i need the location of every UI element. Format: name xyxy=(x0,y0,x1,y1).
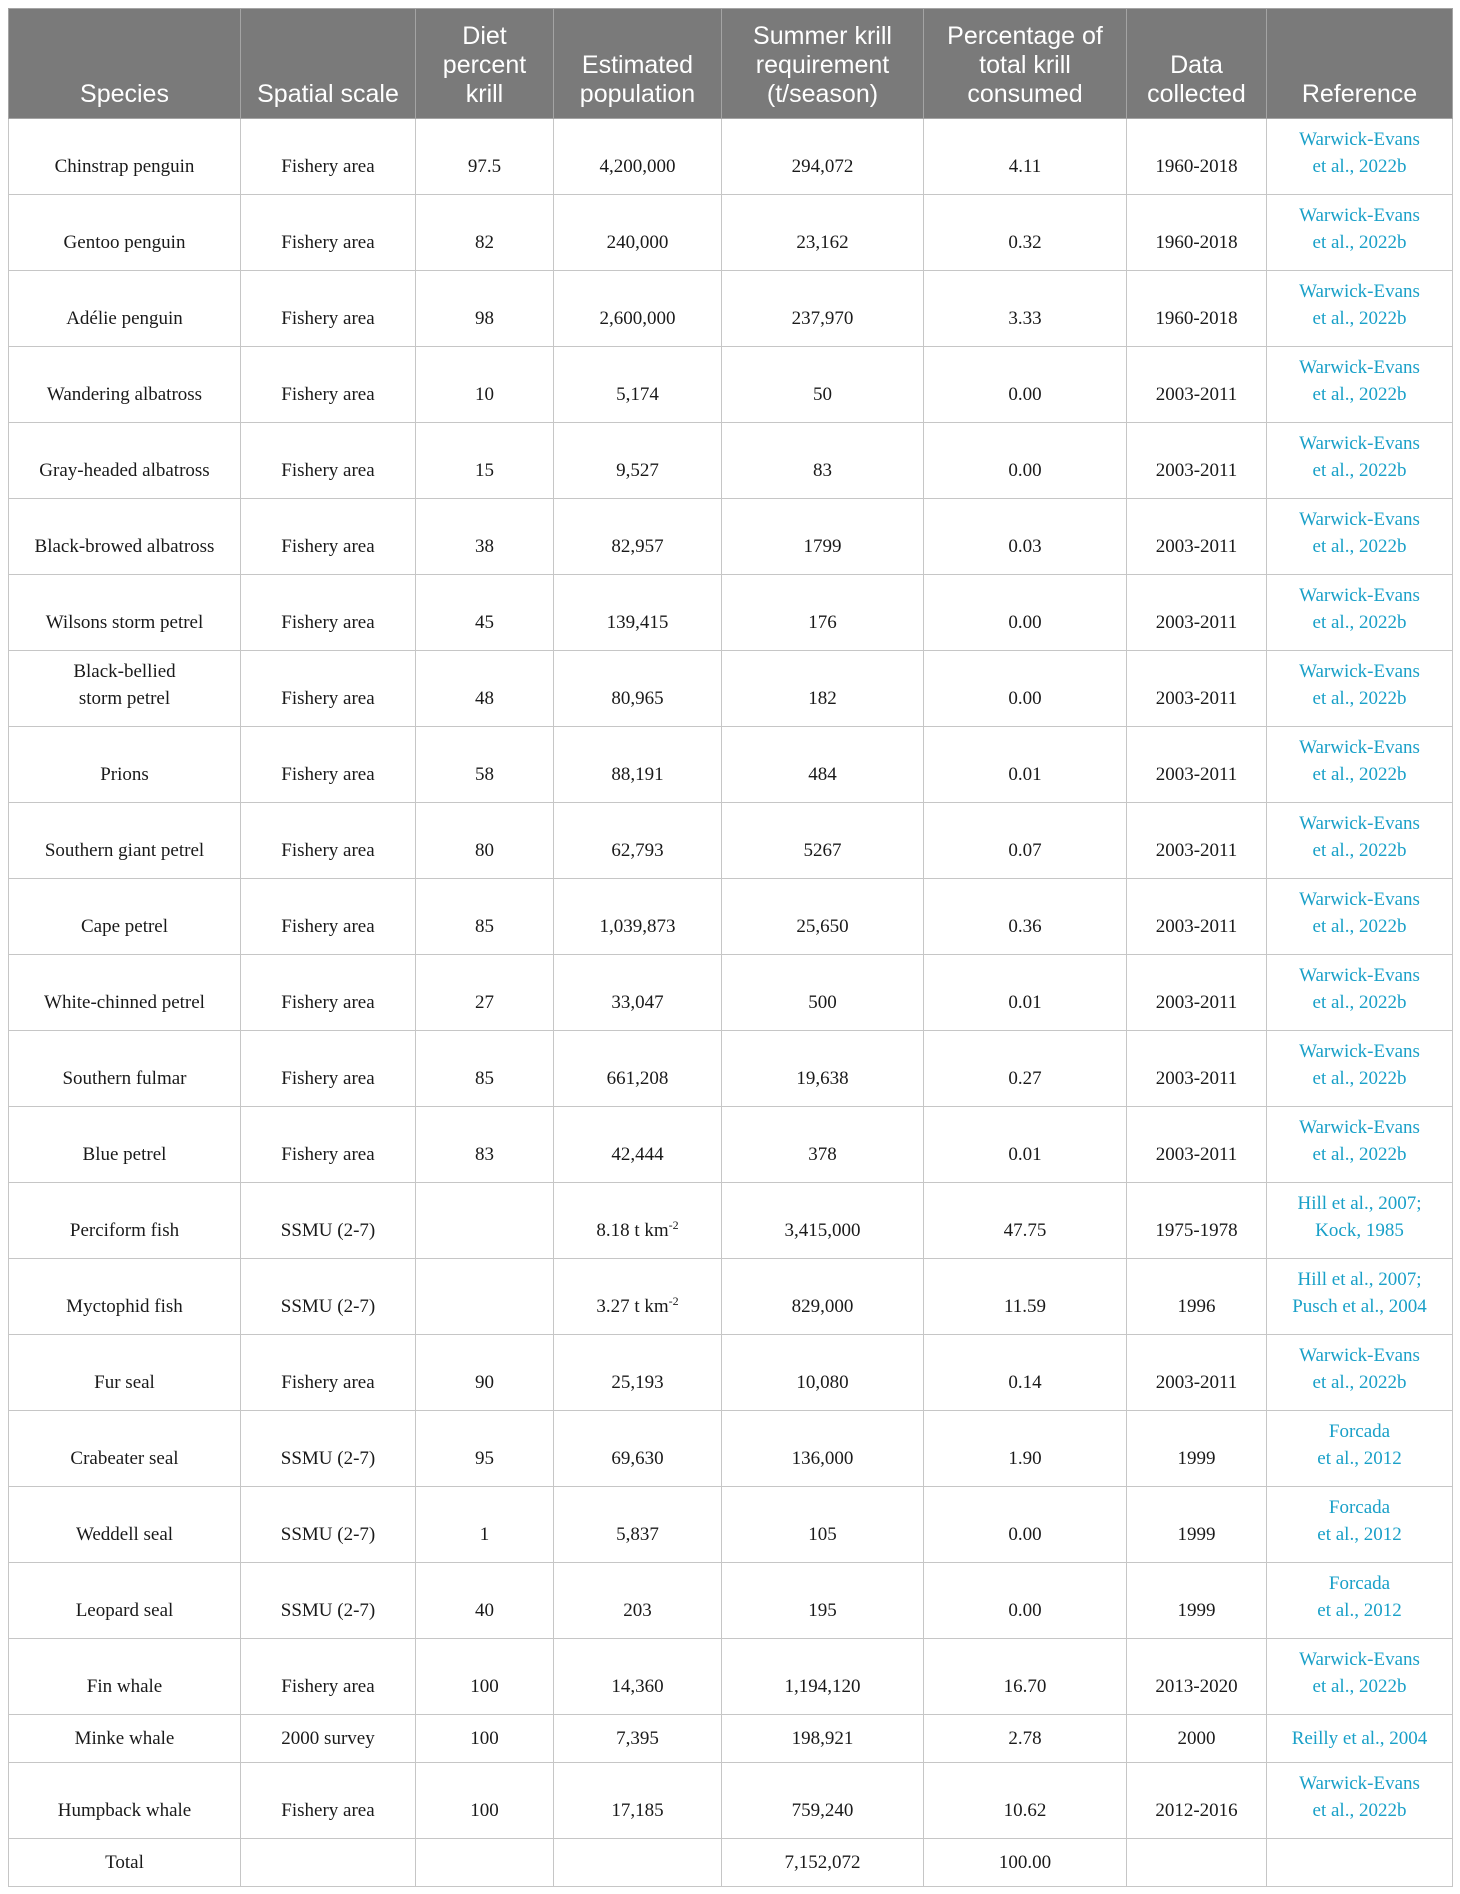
species-cell: Wandering albatross xyxy=(9,347,241,423)
reference-link[interactable]: Warwick-Evans et al., 2022b xyxy=(1267,727,1453,803)
population-cell: 69,630 xyxy=(554,1411,722,1487)
krill-requirement-cell: 10,080 xyxy=(722,1335,924,1411)
krill-requirement-cell: 19,638 xyxy=(722,1031,924,1107)
percent-consumed-cell: 0.00 xyxy=(924,1487,1127,1563)
population-cell: 25,193 xyxy=(554,1335,722,1411)
reference-link[interactable]: Warwick-Evans et al., 2022b xyxy=(1267,803,1453,879)
data-collected-cell: 2013-2020 xyxy=(1127,1639,1267,1715)
data-collected-cell: 1996 xyxy=(1127,1259,1267,1335)
species-cell: Crabeater seal xyxy=(9,1411,241,1487)
species-cell: Wilsons storm petrel xyxy=(9,575,241,651)
diet-percent-cell: 100 xyxy=(416,1639,554,1715)
table-row xyxy=(9,1715,1453,1763)
krill-requirement-cell: 136,000 xyxy=(722,1411,924,1487)
percent-consumed-cell: 0.00 xyxy=(924,575,1127,651)
species-cell: Minke whale xyxy=(9,1715,241,1763)
krill-requirement-cell: 1,194,120 xyxy=(722,1639,924,1715)
krill-requirement-cell: 198,921 xyxy=(722,1715,924,1763)
table-row xyxy=(9,727,1453,803)
data-collected-cell: 1960-2018 xyxy=(1127,119,1267,195)
population-cell: 5,174 xyxy=(554,347,722,423)
table-row xyxy=(9,347,1453,423)
data-collected-cell: 2003-2011 xyxy=(1127,879,1267,955)
table-row xyxy=(9,1335,1453,1411)
data-collected-cell: 2003-2011 xyxy=(1127,423,1267,499)
percent-consumed-cell: 0.00 xyxy=(924,347,1127,423)
header-row xyxy=(9,9,1453,119)
percent-consumed-cell: 11.59 xyxy=(924,1259,1127,1335)
spatial-scale-cell: Fishery area xyxy=(241,1107,416,1183)
data-collected-cell: 2003-2011 xyxy=(1127,499,1267,575)
data-collected-cell: 2003-2011 xyxy=(1127,1031,1267,1107)
species-cell: Prions xyxy=(9,727,241,803)
spatial-scale-cell: Fishery area xyxy=(241,651,416,727)
percent-consumed-cell: 47.75 xyxy=(924,1183,1127,1259)
reference-link[interactable]: Warwick-Evans et al., 2022b xyxy=(1267,1763,1453,1839)
species-cell: Southern giant petrel xyxy=(9,803,241,879)
krill-requirement-cell: 182 xyxy=(722,651,924,727)
reference-link[interactable]: Warwick-Evans et al., 2022b xyxy=(1267,651,1453,727)
spatial-scale-cell: Fishery area xyxy=(241,803,416,879)
krill-requirement-cell: 5267 xyxy=(722,803,924,879)
table-row xyxy=(9,119,1453,195)
table-row xyxy=(9,1763,1453,1839)
diet-percent-cell: 15 xyxy=(416,423,554,499)
spatial-scale-cell: Fishery area xyxy=(241,499,416,575)
population-cell xyxy=(554,1839,722,1887)
species-cell: Cape petrel xyxy=(9,879,241,955)
table-row xyxy=(9,195,1453,271)
diet-percent-cell: 38 xyxy=(416,499,554,575)
spatial-scale-cell: Fishery area xyxy=(241,879,416,955)
reference-link[interactable]: Reilly et al., 2004 xyxy=(1267,1715,1453,1763)
spatial-scale-cell: Fishery area xyxy=(241,119,416,195)
krill-requirement-cell: 237,970 xyxy=(722,271,924,347)
diet-percent-cell: 58 xyxy=(416,727,554,803)
population-cell: 139,415 xyxy=(554,575,722,651)
spatial-scale-cell: Fishery area xyxy=(241,955,416,1031)
data-collected-cell: 2012-2016 xyxy=(1127,1763,1267,1839)
reference-link[interactable]: Forcada et al., 2012 xyxy=(1267,1487,1453,1563)
percent-consumed-cell: 0.03 xyxy=(924,499,1127,575)
table-row xyxy=(9,1487,1453,1563)
krill-requirement-cell: 378 xyxy=(722,1107,924,1183)
krill-requirement-cell: 50 xyxy=(722,347,924,423)
population-cell: 4,200,000 xyxy=(554,119,722,195)
density-value xyxy=(596,1296,678,1317)
table-row xyxy=(9,651,1453,727)
species-cell: Gentoo penguin xyxy=(9,195,241,271)
header-summer-krill-requirement: Summer krill requirement (t/season) xyxy=(722,9,924,119)
species-cell: White-chinned petrel xyxy=(9,955,241,1031)
population-cell: 80,965 xyxy=(554,651,722,727)
data-collected-cell: 1999 xyxy=(1127,1487,1267,1563)
data-collected-cell: 1999 xyxy=(1127,1411,1267,1487)
reference-link[interactable]: Warwick-Evans et al., 2022b xyxy=(1267,879,1453,955)
krill-consumption-table xyxy=(8,8,1453,1887)
population-cell: 17,185 xyxy=(554,1763,722,1839)
spatial-scale-cell: Fishery area xyxy=(241,575,416,651)
diet-percent-cell: 90 xyxy=(416,1335,554,1411)
data-collected-cell: 2003-2011 xyxy=(1127,955,1267,1031)
header-species: Species xyxy=(9,9,241,119)
percent-consumed-cell: 10.62 xyxy=(924,1763,1127,1839)
data-collected-cell: 2000 xyxy=(1127,1715,1267,1763)
population-cell: 661,208 xyxy=(554,1031,722,1107)
species-cell: Black-bellied storm petrel xyxy=(9,651,241,727)
percent-consumed-cell: 2.78 xyxy=(924,1715,1127,1763)
diet-percent-cell: 85 xyxy=(416,879,554,955)
percent-consumed-cell: 0.01 xyxy=(924,727,1127,803)
percent-consumed-cell: 0.36 xyxy=(924,879,1127,955)
species-cell: Southern fulmar xyxy=(9,1031,241,1107)
krill-requirement-cell: 3,415,000 xyxy=(722,1183,924,1259)
reference-link[interactable]: Hill et al., 2007; Pusch et al., 2004 xyxy=(1267,1259,1453,1335)
data-collected-cell: 2003-2011 xyxy=(1127,727,1267,803)
table-row xyxy=(9,1031,1453,1107)
data-collected-cell: 2003-2011 xyxy=(1127,1335,1267,1411)
population-cell: 203 xyxy=(554,1563,722,1639)
krill-requirement-cell: 23,162 xyxy=(722,195,924,271)
population-cell: 5,837 xyxy=(554,1487,722,1563)
population-cell: 62,793 xyxy=(554,803,722,879)
percent-consumed-cell: 0.14 xyxy=(924,1335,1127,1411)
percent-consumed-cell: 100.00 xyxy=(924,1839,1127,1887)
diet-percent-cell: 83 xyxy=(416,1107,554,1183)
data-collected-cell: 2003-2011 xyxy=(1127,803,1267,879)
reference-link[interactable]: Warwick-Evans et al., 2022b xyxy=(1267,1031,1453,1107)
population-cell xyxy=(554,1183,722,1259)
population-cell: 7,395 xyxy=(554,1715,722,1763)
krill-requirement-cell: 7,152,072 xyxy=(722,1839,924,1887)
krill-requirement-cell: 25,650 xyxy=(722,879,924,955)
spatial-scale-cell: Fishery area xyxy=(241,195,416,271)
total-row xyxy=(9,1839,1453,1887)
spatial-scale-cell: 2000 survey xyxy=(241,1715,416,1763)
data-collected-cell: 2003-2011 xyxy=(1127,347,1267,423)
diet-percent-cell: 97.5 xyxy=(416,119,554,195)
species-cell: Leopard seal xyxy=(9,1563,241,1639)
header-spatial-scale: Spatial scale xyxy=(241,9,416,119)
diet-percent-cell: 100 xyxy=(416,1715,554,1763)
population-cell: 42,444 xyxy=(554,1107,722,1183)
data-collected-cell: 1975-1978 xyxy=(1127,1183,1267,1259)
reference-link[interactable]: Forcada et al., 2012 xyxy=(1267,1563,1453,1639)
species-cell: Fur seal xyxy=(9,1335,241,1411)
data-collected-cell: 1999 xyxy=(1127,1563,1267,1639)
reference-link[interactable]: Warwick-Evans et al., 2022b xyxy=(1267,423,1453,499)
percent-consumed-cell: 0.01 xyxy=(924,955,1127,1031)
data-collected-cell: 2003-2011 xyxy=(1127,1107,1267,1183)
reference-link[interactable]: Warwick-Evans et al., 2022b xyxy=(1267,1335,1453,1411)
diet-percent-cell xyxy=(416,1839,554,1887)
diet-percent-cell: 85 xyxy=(416,1031,554,1107)
table-body xyxy=(9,119,1453,1887)
spatial-scale-cell: Fishery area xyxy=(241,423,416,499)
diet-percent-cell: 45 xyxy=(416,575,554,651)
reference-link[interactable]: Warwick-Evans et al., 2022b xyxy=(1267,195,1453,271)
table-row xyxy=(9,1563,1453,1639)
spatial-scale-cell: SSMU (2-7) xyxy=(241,1487,416,1563)
reference-link xyxy=(1267,1839,1453,1887)
percent-consumed-cell: 0.00 xyxy=(924,1563,1127,1639)
species-cell: Chinstrap penguin xyxy=(9,119,241,195)
data-collected-cell xyxy=(1127,1839,1267,1887)
header-estimated-population: Estimated population xyxy=(554,9,722,119)
krill-requirement-cell: 176 xyxy=(722,575,924,651)
diet-percent-cell: 100 xyxy=(416,1763,554,1839)
diet-percent-cell: 10 xyxy=(416,347,554,423)
table-row xyxy=(9,1639,1453,1715)
diet-percent-cell: 98 xyxy=(416,271,554,347)
percent-consumed-cell: 0.27 xyxy=(924,1031,1127,1107)
table-row xyxy=(9,423,1453,499)
density-base: 8.18 t km xyxy=(596,1220,669,1241)
percent-consumed-cell: 0.00 xyxy=(924,651,1127,727)
density-base: 3.27 t km xyxy=(596,1296,669,1317)
reference-link[interactable]: Warwick-Evans et al., 2022b xyxy=(1267,1107,1453,1183)
species-cell: Gray-headed albatross xyxy=(9,423,241,499)
diet-percent-cell xyxy=(416,1259,554,1335)
table-row xyxy=(9,1183,1453,1259)
table-row xyxy=(9,879,1453,955)
diet-percent-cell: 40 xyxy=(416,1563,554,1639)
reference-link[interactable]: Hill et al., 2007; Kock, 1985 xyxy=(1267,1183,1453,1259)
reference-link[interactable]: Warwick-Evans et al., 2022b xyxy=(1267,575,1453,651)
diet-percent-cell xyxy=(416,1183,554,1259)
species-cell: Total xyxy=(9,1839,241,1887)
percent-consumed-cell: 1.90 xyxy=(924,1411,1127,1487)
spatial-scale-cell: SSMU (2-7) xyxy=(241,1563,416,1639)
spatial-scale-cell: SSMU (2-7) xyxy=(241,1259,416,1335)
spatial-scale-cell: Fishery area xyxy=(241,727,416,803)
spatial-scale-cell: Fishery area xyxy=(241,1031,416,1107)
diet-percent-cell: 95 xyxy=(416,1411,554,1487)
percent-consumed-cell: 0.32 xyxy=(924,195,1127,271)
data-collected-cell: 2003-2011 xyxy=(1127,651,1267,727)
diet-percent-cell: 27 xyxy=(416,955,554,1031)
population-cell: 88,191 xyxy=(554,727,722,803)
header-diet-percent-krill: Diet percent krill xyxy=(416,9,554,119)
krill-requirement-cell: 759,240 xyxy=(722,1763,924,1839)
table-row xyxy=(9,1107,1453,1183)
population-cell xyxy=(554,1259,722,1335)
reference-link[interactable]: Warwick-Evans et al., 2022b xyxy=(1267,955,1453,1031)
reference-link[interactable]: Warwick-Evans et al., 2022b xyxy=(1267,119,1453,195)
species-cell: Fin whale xyxy=(9,1639,241,1715)
reference-link[interactable]: Forcada et al., 2012 xyxy=(1267,1411,1453,1487)
spatial-scale-cell: Fishery area xyxy=(241,271,416,347)
reference-link[interactable]: Warwick-Evans et al., 2022b xyxy=(1267,499,1453,575)
spatial-scale-cell xyxy=(241,1839,416,1887)
percent-consumed-cell: 16.70 xyxy=(924,1639,1127,1715)
table-row xyxy=(9,1411,1453,1487)
percent-consumed-cell: 0.07 xyxy=(924,803,1127,879)
diet-percent-cell: 48 xyxy=(416,651,554,727)
table-row xyxy=(9,955,1453,1031)
table-row xyxy=(9,575,1453,651)
diet-percent-cell: 1 xyxy=(416,1487,554,1563)
reference-link[interactable]: Warwick-Evans et al., 2022b xyxy=(1267,271,1453,347)
spatial-scale-cell: Fishery area xyxy=(241,347,416,423)
header-percentage-consumed: Percentage of total krill consumed xyxy=(924,9,1127,119)
percent-consumed-cell: 0.01 xyxy=(924,1107,1127,1183)
population-cell: 240,000 xyxy=(554,195,722,271)
percent-consumed-cell: 4.11 xyxy=(924,119,1127,195)
krill-requirement-cell: 105 xyxy=(722,1487,924,1563)
spatial-scale-cell: Fishery area xyxy=(241,1763,416,1839)
density-exponent: -2 xyxy=(668,1294,679,1308)
krill-requirement-cell: 500 xyxy=(722,955,924,1031)
diet-percent-cell: 82 xyxy=(416,195,554,271)
reference-link[interactable]: Warwick-Evans et al., 2022b xyxy=(1267,1639,1453,1715)
species-cell: Myctophid fish xyxy=(9,1259,241,1335)
data-collected-cell: 1960-2018 xyxy=(1127,195,1267,271)
population-cell: 9,527 xyxy=(554,423,722,499)
krill-requirement-cell: 195 xyxy=(722,1563,924,1639)
krill-requirement-cell: 829,000 xyxy=(722,1259,924,1335)
krill-requirement-cell: 1799 xyxy=(722,499,924,575)
data-collected-cell: 2003-2011 xyxy=(1127,575,1267,651)
spatial-scale-cell: SSMU (2-7) xyxy=(241,1183,416,1259)
header-reference: Reference xyxy=(1267,9,1453,119)
spatial-scale-cell: SSMU (2-7) xyxy=(241,1411,416,1487)
spatial-scale-cell: Fishery area xyxy=(241,1639,416,1715)
population-cell: 1,039,873 xyxy=(554,879,722,955)
species-cell: Perciform fish xyxy=(9,1183,241,1259)
species-cell: Humpback whale xyxy=(9,1763,241,1839)
header-data-collected: Data collected xyxy=(1127,9,1267,119)
species-cell: Blue petrel xyxy=(9,1107,241,1183)
table-row xyxy=(9,803,1453,879)
krill-requirement-cell: 83 xyxy=(722,423,924,499)
percent-consumed-cell: 3.33 xyxy=(924,271,1127,347)
species-cell: Black-browed albatross xyxy=(9,499,241,575)
population-cell: 82,957 xyxy=(554,499,722,575)
table-row xyxy=(9,1259,1453,1335)
krill-requirement-cell: 294,072 xyxy=(722,119,924,195)
species-cell: Adélie penguin xyxy=(9,271,241,347)
reference-link[interactable]: Warwick-Evans et al., 2022b xyxy=(1267,347,1453,423)
population-cell: 14,360 xyxy=(554,1639,722,1715)
table-row xyxy=(9,499,1453,575)
species-cell: Weddell seal xyxy=(9,1487,241,1563)
density-value xyxy=(596,1220,678,1241)
diet-percent-cell: 80 xyxy=(416,803,554,879)
population-cell: 33,047 xyxy=(554,955,722,1031)
table-row xyxy=(9,271,1453,347)
data-collected-cell: 1960-2018 xyxy=(1127,271,1267,347)
percent-consumed-cell: 0.00 xyxy=(924,423,1127,499)
krill-requirement-cell: 484 xyxy=(722,727,924,803)
spatial-scale-cell: Fishery area xyxy=(241,1335,416,1411)
density-exponent: -2 xyxy=(668,1218,679,1232)
population-cell: 2,600,000 xyxy=(554,271,722,347)
